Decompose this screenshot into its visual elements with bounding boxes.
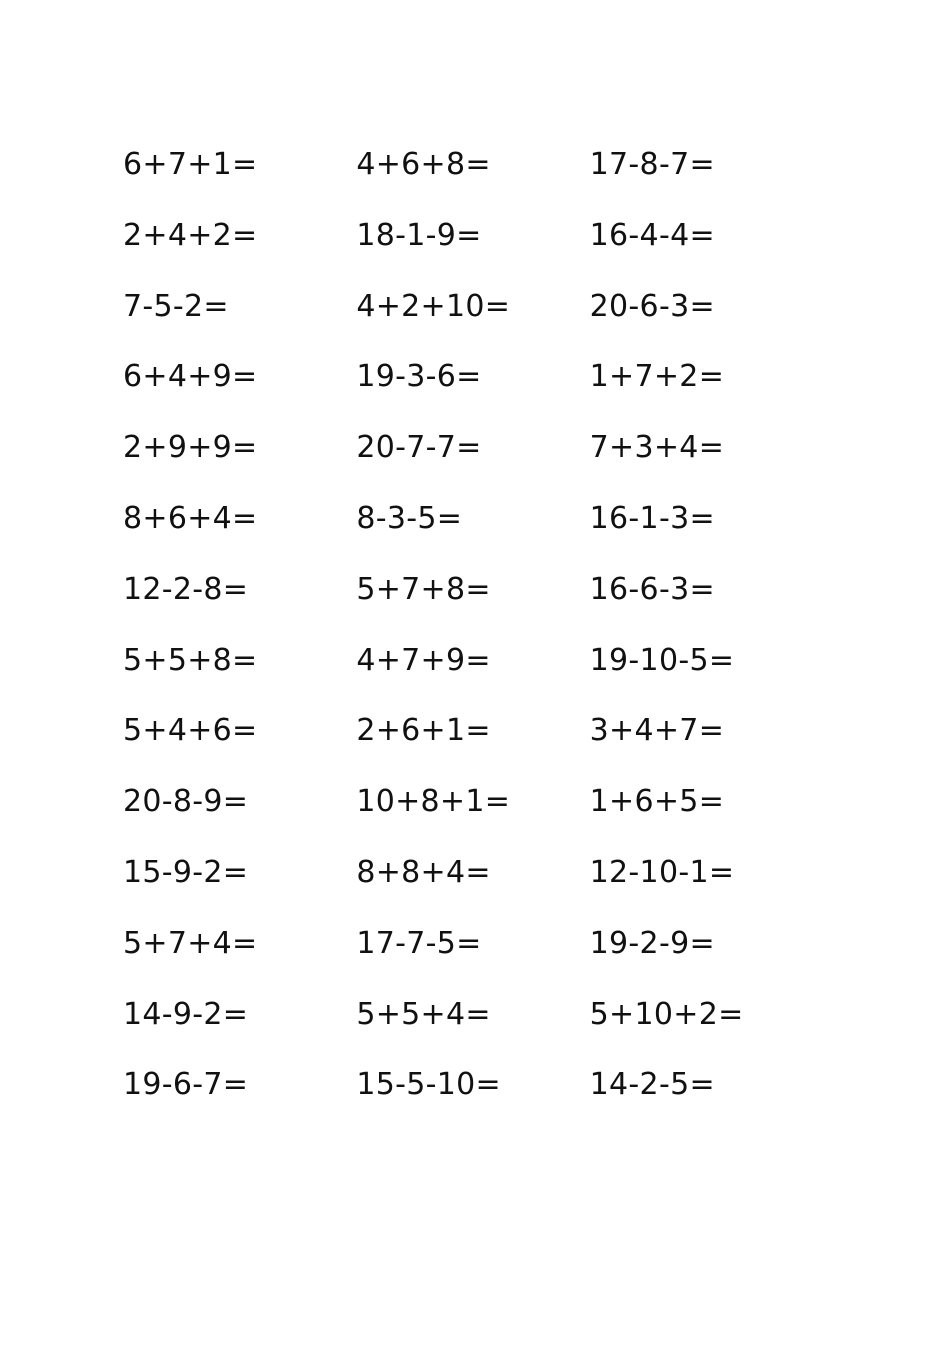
problem-row xyxy=(123,639,823,710)
math-problem: 17-8-7= xyxy=(589,147,715,182)
math-problem: 2+6+1= xyxy=(356,713,491,749)
math-problem: 1+7+2= xyxy=(589,359,725,395)
math-problem: 4+2+10= xyxy=(356,288,511,324)
math-problem: 6+7+1= xyxy=(123,147,258,182)
math-problem: 14-2-5= xyxy=(589,1067,715,1103)
math-problem: 5+10+2= xyxy=(589,996,744,1032)
math-problem: 5+5+4= xyxy=(356,996,491,1032)
math-problem: 15-9-2= xyxy=(123,854,249,890)
problem-row xyxy=(123,993,823,1064)
math-problem: 5+7+8= xyxy=(356,571,491,607)
math-problem: 7+3+4= xyxy=(589,430,725,466)
problem-row xyxy=(123,568,823,639)
math-problem: 8+6+4= xyxy=(123,500,258,536)
math-problem: 16-6-3= xyxy=(589,571,715,607)
math-problem: 8-3-5= xyxy=(356,500,463,536)
problem-row xyxy=(123,851,823,922)
problem-row xyxy=(123,709,823,780)
problem-row xyxy=(123,285,823,356)
math-problem: 19-2-9= xyxy=(589,925,715,961)
math-problem: 4+7+9= xyxy=(356,642,491,678)
math-problem: 20-7-7= xyxy=(356,430,482,466)
math-problem: 14-9-2= xyxy=(123,996,249,1032)
problem-row xyxy=(123,355,823,426)
problem-row xyxy=(123,214,823,285)
math-problem: 5+4+6= xyxy=(123,713,258,749)
problem-row xyxy=(123,497,823,568)
math-problem: 12-10-1= xyxy=(589,854,735,890)
math-problem: 12-2-8= xyxy=(123,571,249,607)
math-problem: 20-6-3= xyxy=(589,288,715,324)
problem-grid xyxy=(123,143,823,1134)
math-problem: 2+9+9= xyxy=(123,430,258,466)
math-problem: 19-10-5= xyxy=(589,642,735,678)
problem-row xyxy=(123,143,823,214)
math-problem: 17-7-5= xyxy=(356,925,482,961)
math-problem: 15-5-10= xyxy=(356,1067,501,1103)
problem-row xyxy=(123,922,823,993)
problem-row xyxy=(123,426,823,497)
math-problem: 8+8+4= xyxy=(356,854,491,890)
math-problem: 16-1-3= xyxy=(589,500,715,536)
math-problem: 4+6+8= xyxy=(356,147,491,182)
math-problem: 7-5-2= xyxy=(123,288,229,324)
math-problem: 3+4+7= xyxy=(589,713,725,749)
math-problem: 19-3-6= xyxy=(356,359,482,395)
math-problem: 5+7+4= xyxy=(123,925,258,961)
math-problem: 2+4+2= xyxy=(123,217,258,253)
problem-row xyxy=(123,1063,823,1134)
math-problem: 1+6+5= xyxy=(589,784,725,820)
math-problem: 19-6-7= xyxy=(123,1067,249,1103)
math-problem: 10+8+1= xyxy=(356,784,511,820)
math-problem: 20-8-9= xyxy=(123,784,249,820)
math-problem: 5+5+8= xyxy=(123,642,258,678)
math-problem: 6+4+9= xyxy=(123,359,258,395)
math-problem: 16-4-4= xyxy=(589,217,715,253)
problem-row xyxy=(123,780,823,851)
math-problem: 18-1-9= xyxy=(356,217,482,253)
